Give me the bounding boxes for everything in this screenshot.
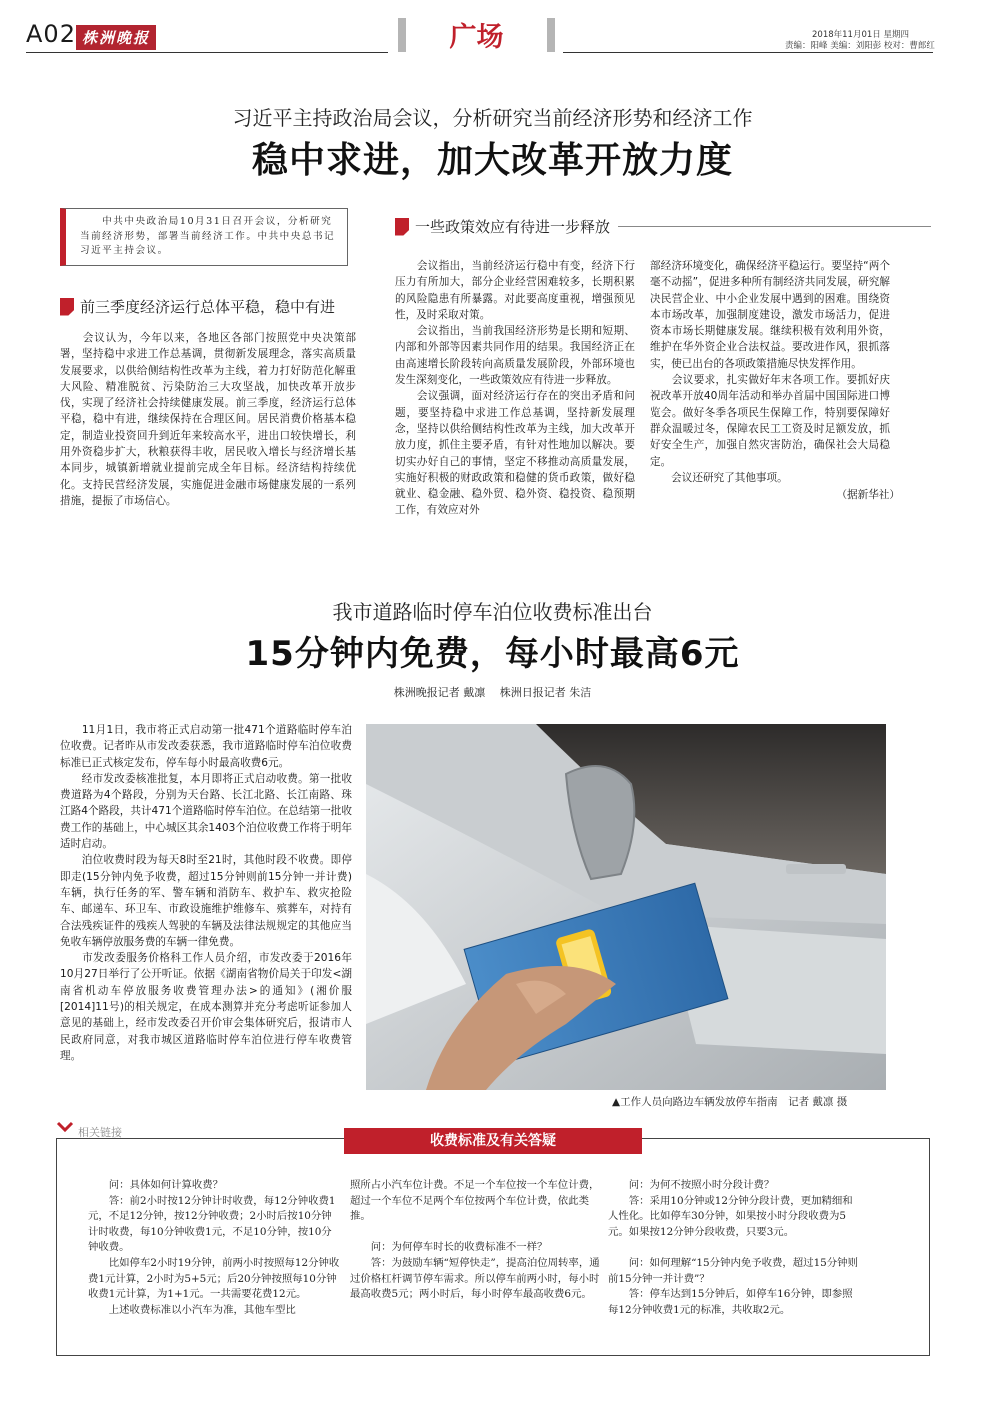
issue-date: 2018年11月01日 星期四	[812, 30, 909, 40]
story1-column1: 会议认为，今年以来，各地区各部门按照党中央决策部署，坚持稳中求进工作总基调，贯彻新发展理念，落实高质量发展要求，以供给侧结构性改革为主线，着力打好防范化解重大风险、精准脱贫、污染防治三大攻坚战，加快改革开放步伐，实现了经济社会持续健康发展。前三季度，经济运行总体平稳，稳中有进，继续保持在合理区间。居民消费价格基本稳定，制造业投资回升到近年来较高水平，进出口较快增长，利用外资稳步扩大，秋粮获得丰收，居民收入增长与经济增长基本同步，城镇新增就业提前完成全年目标。经济结构持续优化。支持民营经济发展，实施促进金融市场健康发展的一系列措施，提振了市场信心。	[60, 332, 356, 507]
page-number: A02	[26, 20, 76, 48]
related-link-icon	[56, 1121, 76, 1137]
subhead1-text: 前三季度经济运行总体平稳，稳中有进	[80, 298, 336, 316]
story1-column3: 部经济环境变化，确保经济平稳运行。要坚持“两个毫不动摇”，促进多种所有制经济共同发展，研究解决民营企业、中小企业发展中遇到的困难。围绕资本市场改革，加强制度建设，激发市场活力，促进资本市场长期健康发展。继续积极有效利用外资，维护在华外资企业合法权益。要改进作风，狠抓落实，使已出台的各项政策措施尽快发挥作用。 会议要求，扎实做好年末各项工作。要抓好庆祝改革开放40周年活动和举办首届中国国际进口博览会。做好冬季各项民生保障工作，特别要保障好群众温暖过冬，保障农民工工资及时足额发放，抓好安全生产，加强自然灾害防治，确保社会大局稳定。 会议还研究了其他事项。	[650, 260, 890, 484]
story2-byline: 株洲晚报记者 戴凛 株洲日报记者 朱洁	[393, 686, 592, 699]
story1-lead-box	[60, 208, 348, 266]
story1-subhead2	[395, 216, 931, 237]
story1-lead: 中共中央政治局10月31日召开会议，分析研究当前经济形势，部署当前经济工作。中共中央总书记习近平主持会议。	[80, 216, 336, 256]
story1-source: （据新华社）	[836, 489, 900, 501]
story2-photo	[366, 724, 886, 1090]
editor-credits: 责编：阳峰 美编：刘阳彭 校对：曹郎红	[785, 41, 935, 51]
story2-body: 11月1日，我市将正式启动第一批471个道路临时停车泊位收费。记者昨从市发改委获悉，我市道路临时停车泊位收费标准已正式核定发布，停车每小时最高收费6元。 经市发改委核准批复，本月即将正式启动收费。第一批收费道路为4个路段，分别为天台路、长江北路、长江南路、珠江路4个路段，共计471个道路临时停车泊位。在总结第一批收费工作的基础上，中心城区其余1403个泊位收费工作将于明年适时启动。 泊位收费时段为每天8时至21时，其他时段不收费。即停即走(15分钟内免予收费，超过15分钟则前15分钟一并计费)车辆，执行任务的军、警车辆和消防车、救护车、救灾抢险车、邮递车、环卫车、市政设施维护维修车、殡葬车，对持有合法残疾证件的残疾人驾驶的车辆及法律法规规定的其他应当免收车辆停放服务费的车辆一律免费。 市发改委服务价格科工作人员介绍，市发改委于2016年10月27日举行了公开听证。依据《湖南省物价局关于印发<湖南省机动车停放服务收费管理办法>的通知》(湘价服[2014]11号)的相关规定，在成本测算并充分考虑听证参加人意见的基础上，经市发改委召开价审会集体研究后，报请市人民政府同意，对我市城区道路临时停车泊位进行停车收费管理。	[60, 724, 352, 1062]
story1-kicker: 习近平主持政治局会议，分析研究当前经济形势和经济工作	[232, 106, 753, 130]
related-links-banner: 收费标准及有关答疑	[344, 1128, 642, 1154]
story2-kicker: 我市道路临时停车泊位收费标准出台	[332, 600, 653, 624]
section-title: 广场	[449, 22, 504, 53]
header-rule-left	[26, 52, 388, 53]
subhead-marker-icon	[395, 218, 409, 236]
newspaper-masthead-logo: 株洲晚报	[76, 25, 156, 50]
section-bar-left	[398, 18, 406, 52]
subhead2-text: 一些政策效应有待进一步释放	[415, 218, 611, 236]
header-rule-right	[563, 52, 933, 53]
story2-headline: 15分钟内免费，每小时最高6元	[245, 634, 740, 674]
subhead2-rule	[618, 226, 931, 227]
related-column2: 照所占小汽车位计费。不足一个车位按一个车位计费，超过一个车位不足两个车位按两个车位计费，依此类推。 问：为何停车时长的收费标准不一样？ 答：为鼓励车辆“短停快走”，提高泊位周转率，通过价格杠杆调节停车需求。所以停车前两小时，每小时最高收费5元；两小时后，每小时停车最高收费6元。	[350, 1179, 600, 1301]
subhead-marker-icon	[60, 298, 74, 316]
related-links-label: 相关链接	[78, 1126, 122, 1139]
photo-caption: ▲工作人员向路边车辆发放停车指南 记者 戴凛 摄	[612, 1096, 848, 1108]
story1-subhead1	[60, 296, 356, 317]
story1-column2: 会议指出，当前经济运行稳中有变，经济下行压力有所加大，部分企业经营困难较多，长期积累的风险隐患有所暴露。对此要高度重视，增强预见性，及时采取对策。 会议指出，当前我国经济形势是长期和短期、内部和外部等因素共同作用的结果。我国经济正在由高速增长阶段转向高质量发展阶段，外部环境也发生深刻变化，一些政策效应有待进一步释放。 会议强调，面对经济运行存在的突出矛盾和问题，要坚持稳中求进工作总基调，坚持新发展理念，坚持以供给侧结构性改革为主线，加大改革开放力度，抓住主要矛盾，有针对性地加以解决。要切实办好自己的事情，坚定不移推动高质量发展，实施好积极的财政政策和稳健的货币政策，做好稳就业、稳金融、稳外贸、稳外资、稳投资、稳预期工作，有效应对外	[395, 260, 635, 517]
parking-guide-photo	[366, 724, 886, 1090]
related-column3: 问：为何不按照小时分段计费？ 答：采用10分钟或12分钟分段计费，更加精细和人性化。比如停车30分钟，如果按小时分段收费为5元。如果按12分钟分段收费，只要3元。 问：如何理解“15分钟内免予收费，超过15分钟则前15分钟一并计费”？ 答：停车达到15分钟后，如停车16分钟，即参照每12分钟收费1元的标准，共收取2元。	[608, 1179, 858, 1316]
story1-headline: 稳中求进，加大改革开放力度	[251, 140, 733, 181]
related-column1: 问：具体如何计算收费？ 答：前2小时按12分钟计时收费，每12分钟收费1元，不足12分钟，按12分钟收费；2小时后按10分钟计时收费，每10分钟收费1元，不足10分钟，按10分钟收费。 比如停车2小时19分钟，前两小时按照每12分钟收费1元计算，2小时为5+5元；后20分钟按照每10分钟收费1元计算，为1+1元。一共需要花费12元。 上述收费标准以小汽车为准，其他车型比	[88, 1179, 340, 1316]
section-bar-right	[547, 18, 555, 52]
